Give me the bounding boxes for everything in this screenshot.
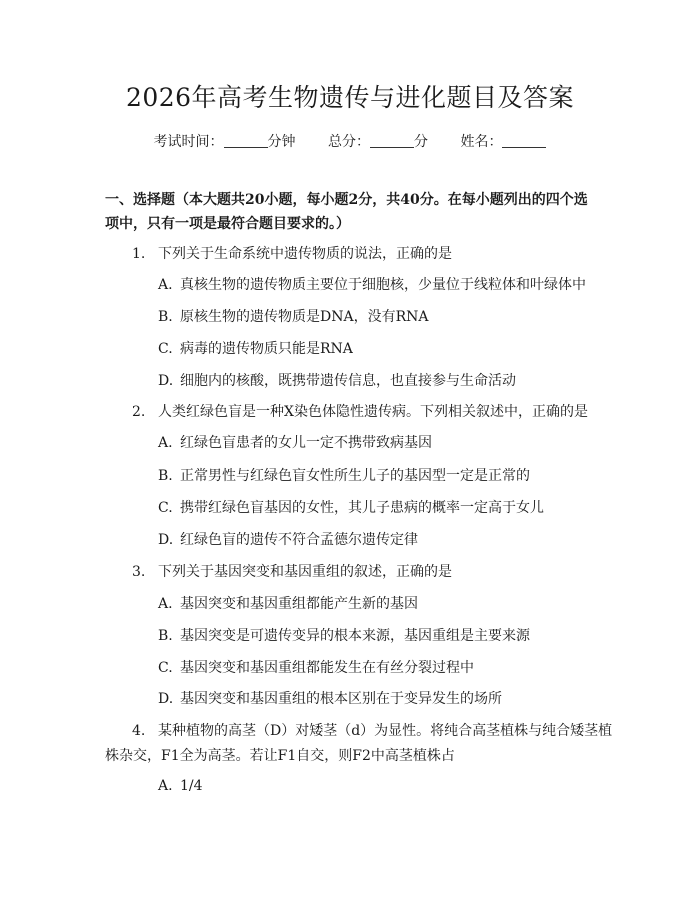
option-key: C. [158,660,173,676]
exam-time-blank[interactable] [224,133,268,148]
question-number: 4. [132,723,146,739]
option-text: 病毒的遗传物质只能是RNA [180,341,353,357]
exam-time-label: 考试时间： [153,134,224,150]
option-text: 红绿色盲患者的女儿一定不携带致病基因 [180,435,432,451]
question-2-option-c[interactable] [158,496,544,520]
question-3-option-d[interactable] [158,687,502,711]
question-1-option-d[interactable] [158,369,516,393]
option-key: A. [158,778,173,794]
question-4-line-1 [132,719,612,743]
option-key: D. [158,532,174,548]
question-3-option-a[interactable] [158,592,418,616]
question-3-option-c[interactable] [158,656,474,680]
exam-time-field [154,134,300,150]
option-text: 正常男性与红绿色盲女性所生儿子的基因型一定是正常的 [180,468,530,484]
document-title: 2026年高考生物遗传与进化题目及答案 [125,83,575,112]
section-heading: 一、选择题（本大题共20小题，每小题2分，共40分。在每小题列出的四个选项中，只有一项是最符合题目要求的。） [105,192,588,232]
option-key: D. [158,691,174,707]
option-key: C. [158,341,173,357]
question-4-line-2: 株杂交，F1全为高茎。若让F1自交，则F2中高茎植株占 [105,748,455,764]
question-number: 2. [132,404,146,420]
option-key: B. [158,468,173,484]
question-4-option-a[interactable] [158,774,203,798]
question-2 [132,400,588,424]
question-1-option-c[interactable] [158,337,353,361]
option-text: 基因突变是可遗传变异的根本来源，基因重组是主要来源 [180,628,530,644]
option-key: A. [158,435,173,451]
total-score-unit: 分 [414,134,428,150]
option-text: 原核生物的遗传物质是DNA，没有RNA [180,309,429,325]
name-field [460,134,546,150]
option-text: 1/4 [180,778,203,794]
question-2-option-b[interactable] [158,464,530,488]
question-number: 3. [132,564,146,580]
option-text: 基因突变和基因重组都能产生新的基因 [180,596,418,612]
question-2-option-d[interactable] [158,528,418,552]
question-text: 人类红绿色盲是一种X染色体隐性遗传病。下列相关叙述中，正确的是 [158,404,588,420]
question-1-option-a[interactable] [158,273,586,297]
exam-time-unit: 分钟 [267,134,296,150]
question-text: 某种植物的高茎（D）对矮茎（d）为显性。将纯合高茎植株与纯合矮茎植 [158,723,613,739]
option-text: 基因突变和基因重组的根本区别在于变异发生的场所 [180,691,502,707]
question-3-option-b[interactable] [158,624,530,648]
option-key: A. [158,596,173,612]
question-2-option-a[interactable] [158,431,432,455]
question-text: 下列关于生命系统中遗传物质的说法，正确的是 [158,246,452,262]
option-key: D. [158,373,174,389]
question-1 [132,242,452,266]
question-1-option-b[interactable] [158,305,429,329]
question-3 [132,560,452,584]
option-text: 携带红绿色盲基因的女性，其儿子患病的概率一定高于女儿 [180,500,544,516]
total-score-field [328,134,432,150]
exam-info-line [0,130,700,154]
option-text: 红绿色盲的遗传不符合孟德尔遗传定律 [180,532,418,548]
option-key: A. [158,277,173,293]
option-key: B. [158,309,173,325]
option-key: B. [158,628,173,644]
option-text: 真核生物的遗传物质主要位于细胞核，少量位于线粒体和叶绿体中 [180,277,586,293]
name-blank[interactable] [502,133,546,148]
question-number: 1. [132,246,146,262]
option-text: 细胞内的核酸，既携带遗传信息，也直接参与生命活动 [180,373,516,389]
total-score-label: 总分： [328,134,370,150]
question-text: 下列关于基因突变和基因重组的叙述，正确的是 [158,564,452,580]
name-label: 姓名： [460,134,503,150]
option-key: C. [158,500,173,516]
total-score-blank[interactable] [370,133,414,148]
option-text: 基因突变和基因重组都能发生在有丝分裂过程中 [180,660,474,676]
